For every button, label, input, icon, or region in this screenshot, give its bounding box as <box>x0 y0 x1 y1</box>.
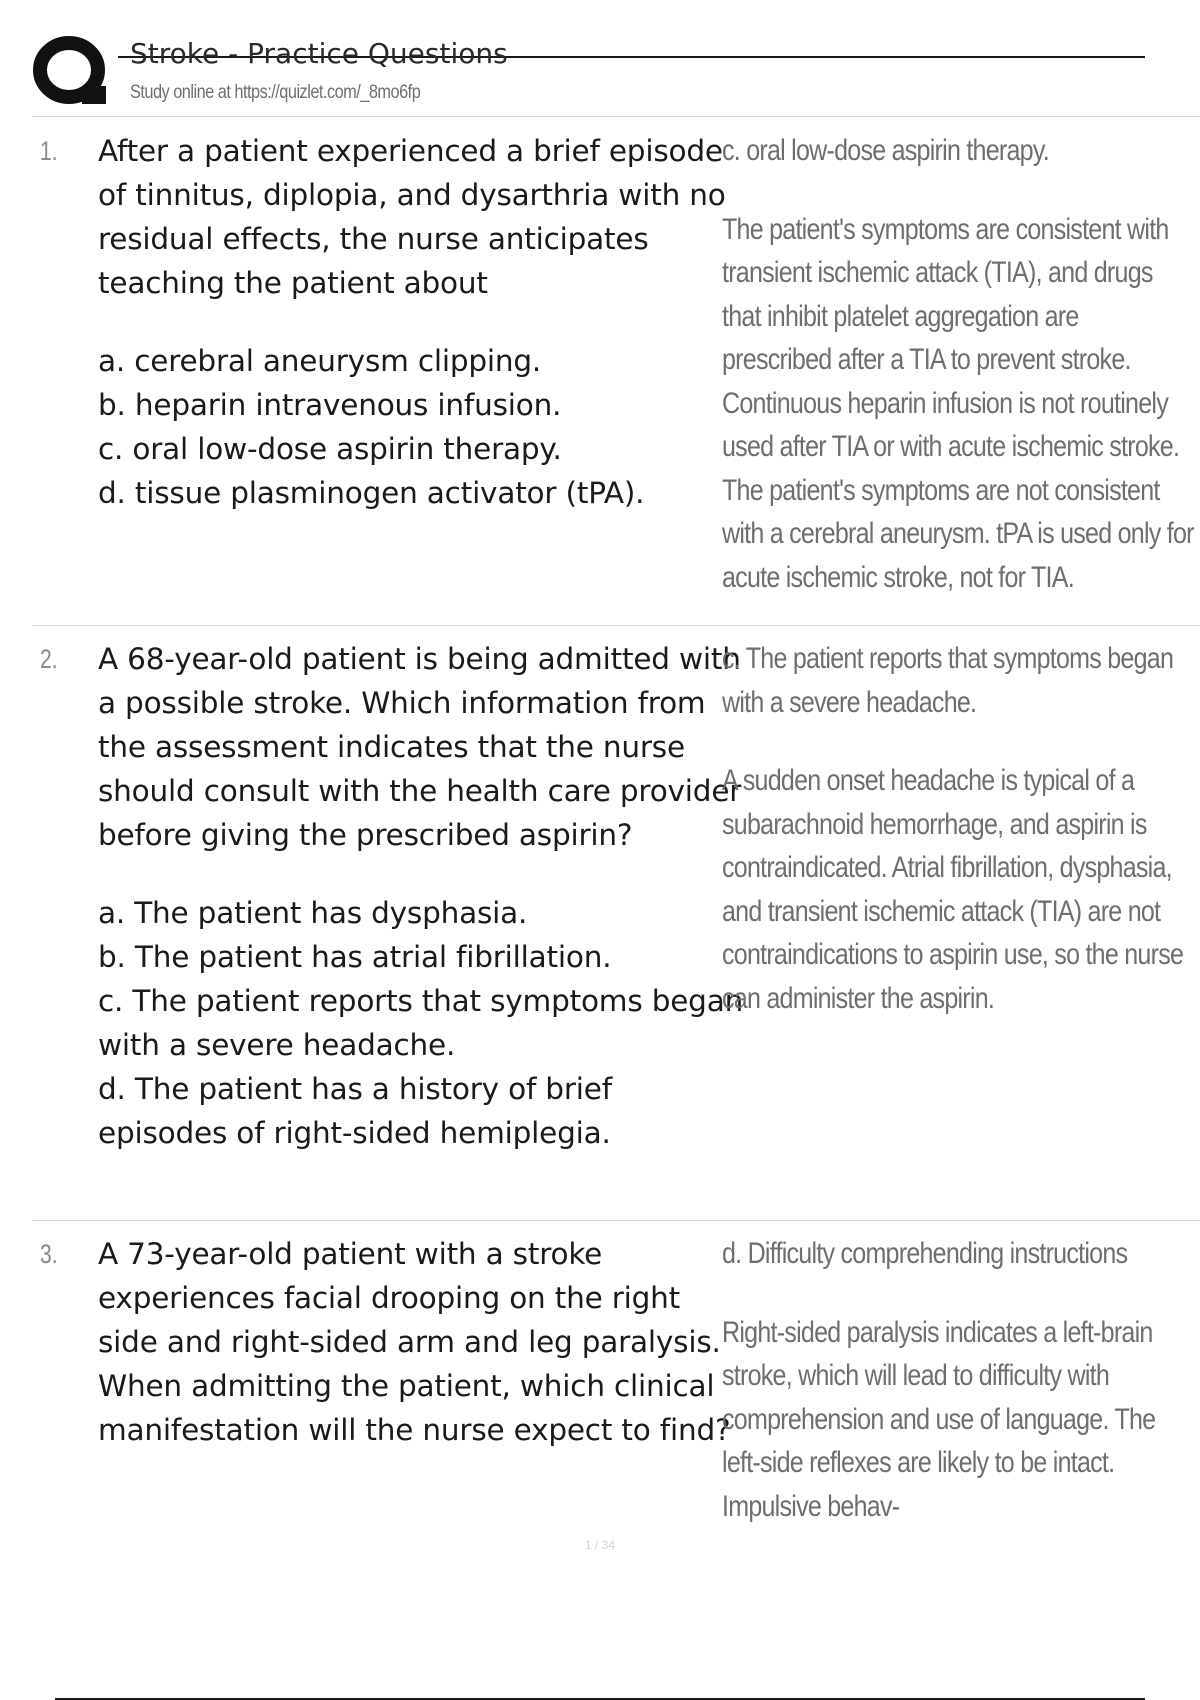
option-a: a. cerebral aneurysm clipping. <box>98 344 542 378</box>
card-number: 1. <box>40 136 58 166</box>
card-number: 3. <box>40 1239 58 1269</box>
header-divider <box>32 116 1200 117</box>
answer-text <box>722 637 1194 1020</box>
question-stem: After a patient experienced a brief episode of tinnitus, diplopia, and dysarthria with no residual effects, the nurse anticipates teaching the patient about <box>98 134 726 300</box>
card-divider <box>32 625 1200 626</box>
option-b: b. heparin intravenous infusion. <box>98 388 562 422</box>
answer-explanation: A sudden onset headache is typical of a subarachnoid hemorrhage, and aspirin is contraindicated. Atrial fibrillation, dysphasia, and transient ischemic attack (TIA) are not contraindications to aspirin use, so the nurse can administer the aspirin. <box>722 764 1184 1015</box>
card-number: 2. <box>40 644 58 674</box>
answer-text <box>722 129 1194 599</box>
option-b: b. The patient has atrial fibrillation. <box>98 940 612 974</box>
option-c: c. oral low-dose aspirin therapy. <box>98 432 562 466</box>
quizlet-logo-icon <box>32 34 112 110</box>
answer-key: c. oral low-dose aspirin therapy. <box>722 134 1049 167</box>
page-title: Stroke - Practice Questions <box>130 37 508 70</box>
question-stem: A 73-year-old patient with a stroke experiences facial drooping on the right side and right-sided arm and leg paralysis. When admitting the patient, which clinical manifestation will the nurse expect to find? <box>98 1237 731 1447</box>
answer-text <box>722 1232 1194 1528</box>
study-online-link[interactable]: Study online at https://quizlet.com/_8mo6fp <box>130 82 421 103</box>
question-stem: A 68-year-old patient is being admitted with a possible stroke. Which information from the assessment indicates that the nurse should consult with the health care provider before giving the prescribed aspirin? <box>98 642 742 852</box>
option-d: d. The patient has a history of brief episodes of right-sided hemiplegia. <box>98 1072 612 1150</box>
answer-explanation: Right-sided paralysis indicates a left-brain stroke, which will lead to difficulty with comprehension and use of language. The left-side reflexes are likely to be intact. Impulsive behav- <box>722 1315 1156 1523</box>
answer-key: d. Difficulty comprehending instructions <box>722 1237 1128 1270</box>
question-text <box>98 637 748 1155</box>
card-divider <box>32 1220 1200 1221</box>
question-text <box>98 1232 748 1486</box>
answer-key: c. The patient reports that symptoms began with a severe headache. <box>722 642 1174 719</box>
question-text <box>98 129 748 515</box>
answer-explanation: The patient's symptoms are consistent with transient ischemic attack (TIA), and drugs that inhibit platelet aggregation are prescribed after a TIA to prevent stroke. Continuous heparin infusion is not routinely used after TIA or with acute ischemic stroke. The patient's symptoms are not consistent with a cerebral aneurysm. tPA is used only for acute ischemic stroke, not for TIA. <box>722 212 1194 594</box>
option-a: a. The patient has dysphasia. <box>98 896 528 930</box>
option-c: c. The patient reports that symptoms began with a severe headache. <box>98 984 744 1062</box>
option-d: d. tissue plasminogen activator (tPA). <box>98 476 645 510</box>
page-number: 1 / 34 <box>584 1538 616 1552</box>
